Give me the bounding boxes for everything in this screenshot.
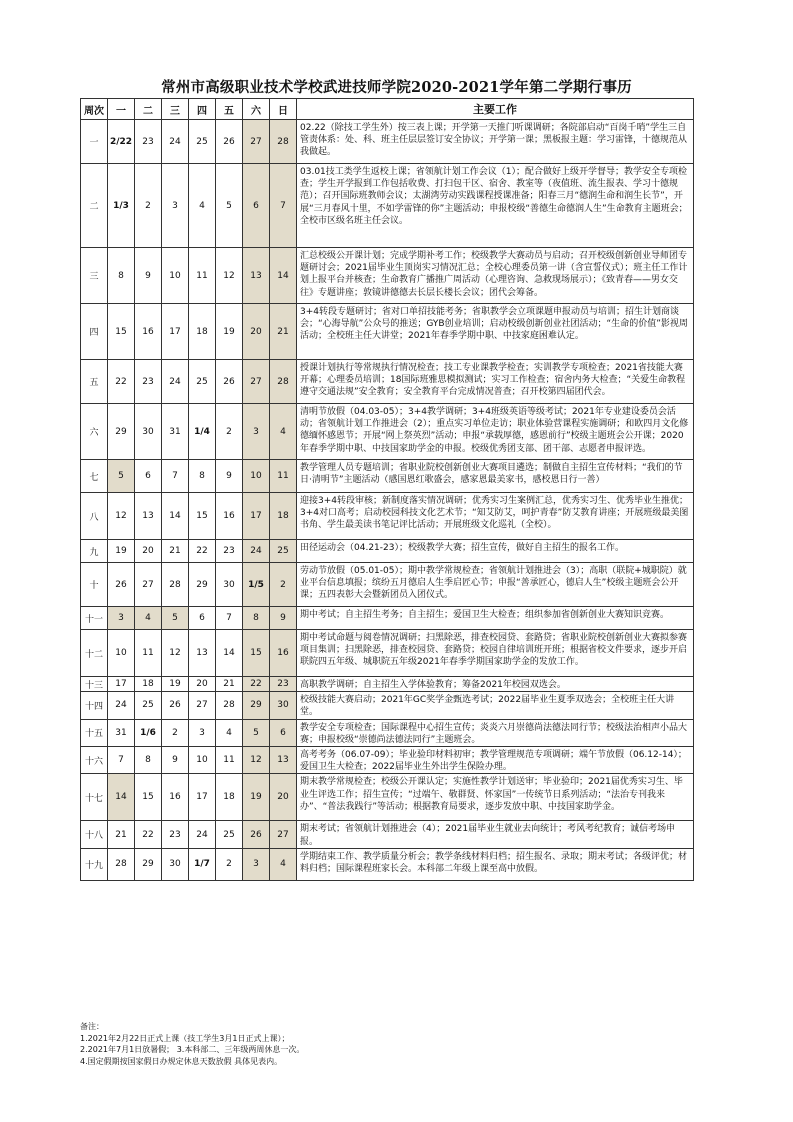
day-cell: 9 [135,248,162,304]
main-work-cell: 3+4转段专题研讨；省对口单招技能考务；省职教学会立项课题申报动员与培训；招生计划商谈会；“心海导航”公众号的推送；GYB创业培训；启动校级创新创业社团活动；“生命的价值”影视周活动；全校班主任大讲堂；2021年春季学期中职、中技家庭困难认定。 [297,304,694,360]
day-cell: 23 [270,677,297,692]
main-work-cell: 03.01技工类学生返校上课；省领航计划工作会议（1）；配合做好上级开学督导；教学安全专项检查；学生开学报到工作包括收费、打扫包干区、宿舍、教室等（夜值班、流生报表、学习十德规范）；召开国际班教师会议；太湖湾劳动实践课程授课准备；阳春三月“德润生命和润生长节”，开展“三月春风十里，不如学雷锋的你”主题活动；申报校级“善德生命德润人生”生命教育主题班会；全校市区级名班主任会议。 [297,164,694,248]
day-cell: 7 [108,747,135,774]
day-cell: 10 [162,248,189,304]
day-cell: 27 [243,360,270,404]
week-row [81,493,694,540]
week-row [81,360,694,404]
day-cell: 18 [135,677,162,692]
day-cell: 25 [189,120,216,164]
day-cell: 24 [108,692,135,719]
main-work-cell: 02.22（除技工学生外）按三表上课；开学第一天推门听课调研；各院部启动“百岗千哨”学生三自管责体系：处、科、班主任层层签订安全协议；开学第一课；黑板报主题：学习雷锋，十德规范从我做起。 [297,120,694,164]
week-number: 十九 [81,848,108,880]
header-week: 周次 [81,99,108,120]
week-number: 十四 [81,692,108,719]
day-cell: 20 [243,304,270,360]
day-cell: 24 [162,360,189,404]
week-number: 三 [81,248,108,304]
day-cell: 19 [216,304,243,360]
week-number: 十五 [81,719,108,746]
day-cell: 31 [108,719,135,746]
day-cell: 27 [243,120,270,164]
day-cell: 4 [189,164,216,248]
week-row [81,747,694,774]
day-cell: 2/22 [108,120,135,164]
day-cell: 27 [189,692,216,719]
day-cell: 15 [108,304,135,360]
day-cell: 4 [135,607,162,630]
day-cell: 19 [162,677,189,692]
day-cell: 29 [108,404,135,460]
day-cell: 19 [108,540,135,563]
day-cell: 13 [243,248,270,304]
calendar-body [81,120,694,881]
day-cell: 16 [216,493,243,540]
day-cell: 18 [189,304,216,360]
day-cell: 31 [162,404,189,460]
main-work-cell: 劳动节放假（05.01-05）；期中教学常规检查；省领航计划推进会（3）；高职（联院+城职院）就业平台信息填报；缤纷五月德启人生季启匠心节；申报“善承匠心，德启人生”校级主题班会公开课；五四表彰大会暨新团员入团仪式。 [297,563,694,607]
week-number: 十 [81,563,108,607]
header-day-fri: 五 [216,99,243,120]
main-work-cell: 高考考务（06.07-09）；毕业验印材料初审；教学管理规范专项调研；端午节放假（06.12-14）；爱国卫生大检查；2022届毕业生外出学生保险办理。 [297,747,694,774]
week-row [81,164,694,248]
week-number: 九 [81,540,108,563]
day-cell: 24 [162,120,189,164]
main-work-cell: 期中考试命题与阅卷情况调研；扫黑除恶，排查校园贷、套路贷；省职业院校创新创业大赛拟参赛项目集训；扫黑除恶，排查校园贷、套路贷；校园自律培训班开班；根据省校文件要求，逐步开启联院四五年级、城职院五年级2021年春季学期国家助学金的发放工作。 [297,630,694,677]
day-cell: 7 [270,164,297,248]
day-cell: 7 [216,607,243,630]
day-cell: 8 [189,460,216,493]
week-number: 十六 [81,747,108,774]
day-cell: 10 [189,747,216,774]
day-cell: 6 [270,719,297,746]
header-day-tue: 二 [135,99,162,120]
day-cell: 28 [270,360,297,404]
day-cell: 9 [216,460,243,493]
day-cell: 1/4 [189,404,216,460]
week-number: 十一 [81,607,108,630]
day-cell: 29 [189,563,216,607]
day-cell: 17 [162,304,189,360]
day-cell: 15 [135,774,162,821]
day-cell: 26 [216,360,243,404]
calendar-table [80,98,694,881]
day-cell: 4 [270,848,297,880]
day-cell: 28 [162,563,189,607]
day-cell: 20 [270,774,297,821]
day-cell: 24 [243,540,270,563]
day-cell: 23 [135,360,162,404]
notes-line-3: 4.国定假期按国家假日办规定休息天数放假 具体见表内。 [80,1056,283,1066]
week-row [81,120,694,164]
day-cell: 30 [135,404,162,460]
week-row [81,692,694,719]
week-number: 一 [81,120,108,164]
day-cell: 27 [135,563,162,607]
day-cell: 22 [243,677,270,692]
main-work-cell: 田径运动会（04.21-23）；校级教学大赛；招生宣传，做好自主招生的报名工作。 [297,540,694,563]
day-cell: 29 [135,848,162,880]
week-number: 二 [81,164,108,248]
day-cell: 16 [162,774,189,821]
week-number: 十二 [81,630,108,677]
week-row [81,563,694,607]
week-row [81,719,694,746]
header-day-thu: 四 [189,99,216,120]
day-cell: 29 [243,692,270,719]
day-cell: 17 [189,774,216,821]
day-cell: 4 [270,404,297,460]
day-cell: 26 [243,821,270,848]
day-cell: 8 [243,607,270,630]
week-number: 七 [81,460,108,493]
week-row [81,460,694,493]
main-work-cell: 迎接3+4转段审核；新制度落实情况调研；优秀实习生案例汇总，优秀实习生、优秀毕业生推优；3+4对口高考；启动校园科技文化艺术节；“知艾防艾，呵护青春”防艾教育讲座；开展班级最美图书角、学生最美读书笔记评比活动；开展班级文化巡礼（全校）。 [297,493,694,540]
day-cell: 9 [270,607,297,630]
week-number: 十七 [81,774,108,821]
notes-line-1: 1.2021年2月22日正式上课（技工学生3月1日正式上课）； [80,1033,290,1043]
day-cell: 22 [108,360,135,404]
day-cell: 18 [216,774,243,821]
day-cell: 24 [189,821,216,848]
header-row [81,99,694,120]
day-cell: 1/7 [189,848,216,880]
day-cell: 21 [162,540,189,563]
day-cell: 17 [108,677,135,692]
day-cell: 17 [243,493,270,540]
day-cell: 13 [189,630,216,677]
week-row [81,677,694,692]
week-row [81,304,694,360]
day-cell: 6 [243,164,270,248]
day-cell: 20 [135,540,162,563]
day-cell: 23 [216,540,243,563]
week-number: 六 [81,404,108,460]
day-cell: 14 [216,630,243,677]
day-cell: 4 [216,719,243,746]
week-row [81,248,694,304]
week-number: 十八 [81,821,108,848]
week-number: 五 [81,360,108,404]
notes-line-2: 2.2021年7月1日放暑假； 3.本科部二、三年级两周休息一次。 [80,1045,305,1054]
day-cell: 11 [189,248,216,304]
main-work-cell: 授课计划执行等常规执行情况检查；技工专业课教学检查；实训教学专项检查；2021省技能大赛开幕；心理委员培训；18国际班雅思模拟测试；实习工作检查；宿舍内务大检查；“关爱生命教程 遵守交通法规”安全教育；安全教育平台完成情况普查；召开校第四届团代会。 [297,360,694,404]
day-cell: 3 [108,607,135,630]
day-cell: 5 [243,719,270,746]
day-cell: 8 [108,248,135,304]
notes-label: 备注： [80,1022,104,1031]
day-cell: 23 [162,821,189,848]
day-cell: 25 [135,692,162,719]
day-cell: 15 [243,630,270,677]
day-cell: 3 [189,719,216,746]
day-cell: 1/5 [243,563,270,607]
day-cell: 14 [108,774,135,821]
day-cell: 15 [189,493,216,540]
main-work-cell: 期中考试；自主招生考务；自主招生；爱国卫生大检查；组织参加省创新创业大赛知识竞赛。 [297,607,694,630]
day-cell: 5 [216,164,243,248]
day-cell: 13 [270,747,297,774]
day-cell: 1/3 [108,164,135,248]
day-cell: 28 [108,848,135,880]
day-cell: 2 [216,848,243,880]
day-cell: 21 [270,304,297,360]
day-cell: 28 [270,120,297,164]
main-work-cell: 清明节放假（04.03-05）；3+4教学调研；3+4班级英语等级考试；2021年专业建设委员会活动；省领航计划工作推进会（2）；重点实习单位走访；职业体验营课程实施调研；和欧四月文化修德缅怀感恩节；开展“网上祭英烈”活动；申报“承载厚德，感恩前行”校级主题班会公开课；2020年春季学期中职、中技国家助学金的申报。校级优秀团支部、团干部、志愿者申报评选。 [297,404,694,460]
day-cell: 9 [162,747,189,774]
page-title: 常州市高级职业技术学校武进技师学院2020-2021学年第二学期行事历 [161,79,632,96]
week-row [81,774,694,821]
day-cell: 27 [270,821,297,848]
day-cell: 21 [216,677,243,692]
day-cell: 30 [216,563,243,607]
header-day-sat: 六 [243,99,270,120]
header-day-sun: 日 [270,99,297,120]
day-cell: 3 [243,404,270,460]
week-number: 十三 [81,677,108,692]
main-work-cell: 期末教学常规检查；校级公开课认定；实施性教学计划送审；毕业验印；2021届优秀实习生、毕业生评选工作；招生宣传；“过端午、敬群贤、怀家国”一传统节日系列活动；“法治专刊我来办”、“普法我践行”等活动；根据教育局要求，逐步发放中职、中技国家助学金。 [297,774,694,821]
day-cell: 25 [270,540,297,563]
day-cell: 12 [216,248,243,304]
week-row [81,630,694,677]
day-cell: 3 [243,848,270,880]
day-cell: 3 [162,164,189,248]
day-cell: 2 [216,404,243,460]
notes [80,1021,693,1067]
day-cell: 26 [162,692,189,719]
day-cell: 30 [162,848,189,880]
day-cell: 22 [189,540,216,563]
day-cell: 22 [135,821,162,848]
day-cell: 12 [162,630,189,677]
day-cell: 8 [135,747,162,774]
day-cell: 14 [162,493,189,540]
day-cell: 2 [135,164,162,248]
day-cell: 11 [216,747,243,774]
day-cell: 19 [243,774,270,821]
main-work-cell: 学期结束工作、教学质量分析会；教学条线材料归档；招生报名、录取；期末考试；各级评优；材料归档；国际课程班家长会。本科部二年级上课至高中放假。 [297,848,694,880]
day-cell: 13 [135,493,162,540]
day-cell: 6 [135,460,162,493]
day-cell: 12 [108,493,135,540]
day-cell: 6 [189,607,216,630]
day-cell: 18 [270,493,297,540]
header-day-mon: 一 [108,99,135,120]
day-cell: 25 [216,821,243,848]
day-cell: 5 [108,460,135,493]
day-cell: 30 [270,692,297,719]
day-cell: 16 [135,304,162,360]
main-work-cell: 高职教学调研；自主招生入学体验教育；筹备2021年校园双选会。 [297,677,694,692]
week-row [81,404,694,460]
day-cell: 5 [162,607,189,630]
main-work-cell: 期末考试；省领航计划推进会（4）；2021届毕业生就业去向统计；考风考纪教育；诚信考场申报。 [297,821,694,848]
day-cell: 21 [108,821,135,848]
day-cell: 16 [270,630,297,677]
week-row [81,821,694,848]
day-cell: 14 [270,248,297,304]
week-number: 四 [81,304,108,360]
day-cell: 25 [189,360,216,404]
day-cell: 12 [243,747,270,774]
main-work-cell: 教学管理人员专题培训；省职业院校创新创业大赛项目遴选；制做自主招生宣传材料；“我们的节日·清明节”主题活动（感国恩红歌盛会，感家恩最美家书，感校恩日行一善） [297,460,694,493]
header-day-wed: 三 [162,99,189,120]
week-row [81,848,694,880]
day-cell: 20 [189,677,216,692]
main-work-cell: 汇总校级公开课计划；完成学期补考工作；校级教学大赛动员与启动；召开校级创新创业导师团专题研讨会；2021届毕业生顶岗实习情况汇总；全校心理委员第一讲（含宣誓仪式）；班主任工作计划上报平台并核查；生命教育广播推广周活动（心理咨询、急救现场展示）；《致青春——男女交往》专题讲座；敦镜讲德德去长层长楼长会议；团代会筹备。 [297,248,694,304]
day-cell: 11 [270,460,297,493]
day-cell: 1/6 [135,719,162,746]
week-row [81,540,694,563]
day-cell: 26 [216,120,243,164]
day-cell: 2 [270,563,297,607]
day-cell: 10 [108,630,135,677]
day-cell: 11 [135,630,162,677]
day-cell: 28 [216,692,243,719]
day-cell: 23 [135,120,162,164]
day-cell: 10 [243,460,270,493]
week-number: 八 [81,493,108,540]
main-work-cell: 教学安全专项检查；国际课程中心招生宣传；炎炎六月崇德尚法德法同行节；校级法治相声小品大赛；申报校级“崇德尚法德法同行”主题班会。 [297,719,694,746]
header-main-work: 主要工作 [297,99,694,120]
main-work-cell: 校级技能大赛启动；2021年GC奖学金甄选考试；2022届毕业生夏季双选会；全校班主任大讲堂。 [297,692,694,719]
day-cell: 26 [108,563,135,607]
week-row [81,607,694,630]
day-cell: 7 [162,460,189,493]
day-cell: 2 [162,719,189,746]
